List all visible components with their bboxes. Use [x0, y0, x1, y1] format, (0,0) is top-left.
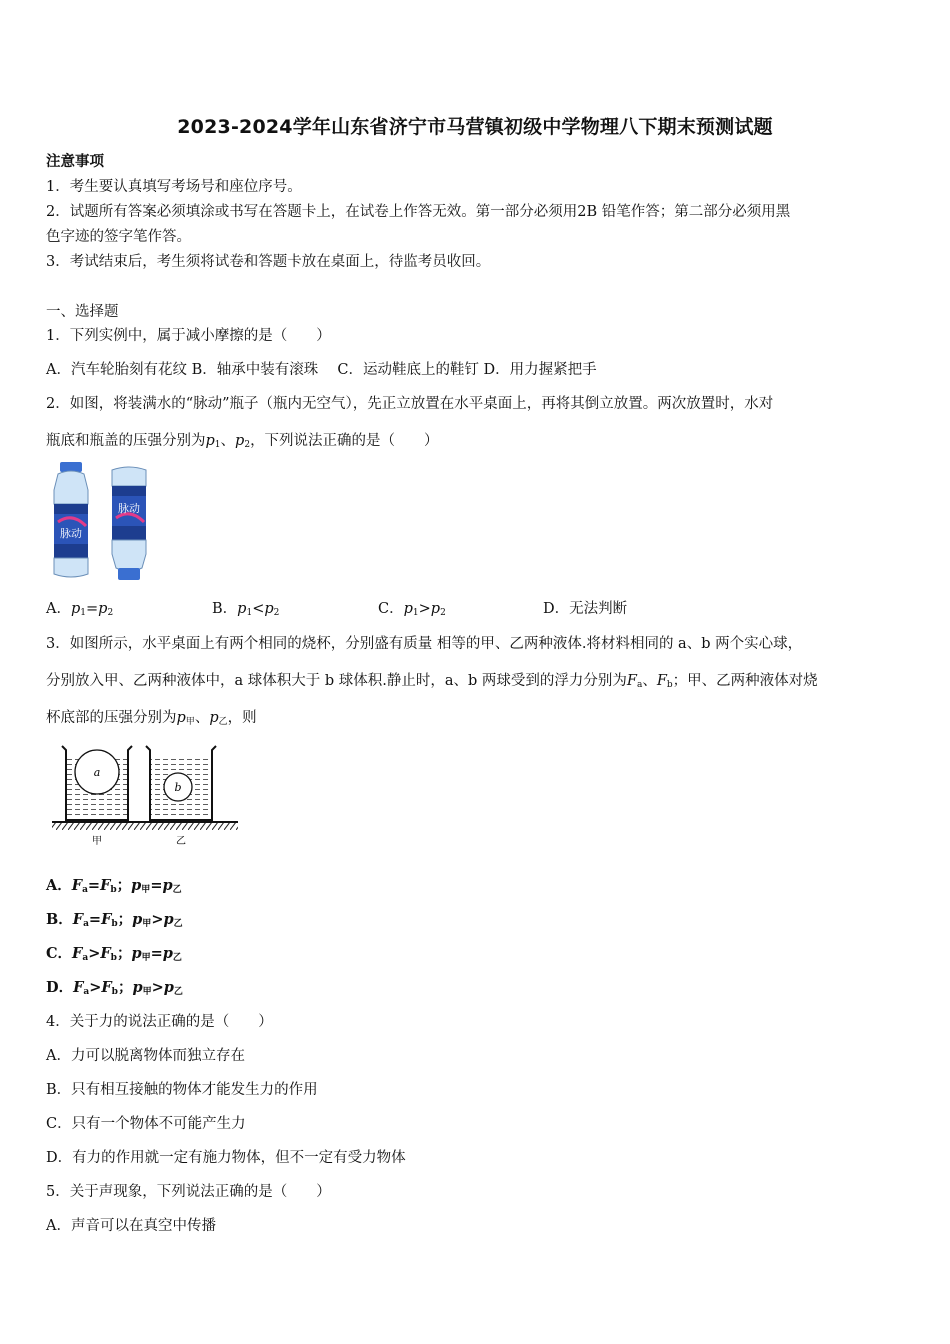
option-label: A． [46, 601, 71, 617]
section-heading: 一、选择题 [46, 304, 119, 320]
question-3-option-c [46, 945, 182, 967]
relation: > [88, 945, 101, 962]
var-p: p [163, 979, 174, 996]
question-2-option-a [46, 600, 113, 622]
question-4-option: D．有力的作用就一定有施力物体，但不一定有受力物体 [46, 1150, 406, 1166]
subscript: b [110, 885, 117, 895]
relation: > [151, 911, 164, 928]
var-p: p [264, 601, 274, 617]
var-f: F [626, 673, 637, 689]
subscript: 2 [244, 440, 251, 450]
separator: ； [116, 945, 132, 962]
subscript: a [82, 953, 89, 963]
question-1-options: A．汽车轮胎刻有花纹 B．轴承中装有滚珠 C．运动鞋底上的鞋钉 D．用力握紧把手 [46, 362, 597, 378]
question-2-option-c [378, 600, 446, 622]
var-f: F [73, 979, 84, 996]
stem-text: ；甲、乙两种液体对烧 [672, 673, 818, 689]
page-title: 2023-2024学年山东省济宁市马营镇初级中学物理八下期末预测试题 [177, 116, 773, 138]
table-hatch [52, 823, 238, 830]
beaker-jia [62, 746, 132, 820]
separator: 、 [194, 710, 210, 726]
var-p: p [403, 601, 413, 617]
ball-a-label: a [93, 766, 101, 779]
relation: > [89, 979, 102, 996]
bottle-label: 脉动 [60, 527, 82, 540]
option-label: B． [46, 911, 73, 928]
subscript: a [636, 680, 643, 690]
subscript: b [110, 953, 117, 963]
question-4-option: A．力可以脱离物体而独立存在 [46, 1048, 245, 1064]
subscript: b [111, 919, 118, 929]
question-5-option: A．声音可以在真空中传播 [46, 1218, 216, 1234]
relation: > [151, 979, 164, 996]
question-4-stem: 4．关于力的说法正确的是（ ） [46, 1014, 273, 1030]
beaker-yi [146, 746, 216, 820]
var-p: p [430, 601, 441, 617]
subscript: 1 [246, 608, 253, 618]
question-3-stem-line2 [46, 672, 818, 694]
option-label: C． [378, 601, 404, 617]
subscript: 乙 [173, 919, 183, 929]
var-f: F [101, 979, 112, 996]
var-p: p [209, 710, 219, 726]
subscript: 乙 [172, 953, 182, 963]
var-p: p [131, 945, 142, 962]
question-3-stem-line3 [46, 709, 257, 731]
question-2-option-b [212, 600, 279, 622]
relation: = [150, 945, 163, 962]
stem-text: ，下列说法正确的是（ ） [250, 433, 439, 449]
subscript: 乙 [173, 987, 183, 997]
stem-text: 瓶底和瓶盖的压强分别为 [46, 433, 206, 449]
question-2-stem: 2．如图，将装满水的“脉动”瓶子（瓶内无空气），先正立放置在水平桌面上，再将其倒立放置。两次放置时，水对 [46, 396, 774, 412]
subscript: 1 [412, 608, 419, 618]
relation: = [86, 601, 99, 617]
var-p: p [98, 601, 108, 617]
option-label: A． [46, 877, 72, 894]
subscript: 甲 [141, 953, 151, 963]
var-p: p [70, 601, 81, 617]
var-f: F [656, 673, 667, 689]
var-f: F [72, 911, 84, 928]
question-4-option: B．只有相互接触的物体才能发生力的作用 [46, 1082, 318, 1098]
subscript: 甲 [185, 717, 195, 727]
var-f: F [100, 877, 111, 894]
subscript: 甲 [142, 987, 152, 997]
relation: = [150, 877, 163, 894]
var-p: p [131, 877, 142, 894]
subscript: 2 [273, 608, 280, 618]
question-4-option: C．只有一个物体不可能产生力 [46, 1116, 246, 1132]
subscript: 甲 [142, 919, 152, 929]
option-label: C． [46, 945, 73, 962]
var-f: F [100, 945, 111, 962]
var-p: p [162, 877, 173, 894]
beakers-figure [50, 742, 240, 848]
notice-item: 2．试题所有答案必须填涂或书写在答题卡上，在试卷上作答无效。第一部分必须用2B 铅笔作答；第二部分必须用黑 [46, 204, 791, 220]
notice-item: 色字迹的签字笔作答。 [46, 229, 191, 245]
subscript: 乙 [172, 885, 182, 895]
subscript: a [83, 987, 90, 997]
stem-text: ，则 [227, 710, 257, 726]
beaker-label-jia: 甲 [92, 836, 102, 847]
subscript: a [82, 885, 88, 895]
question-1-stem: 1．下列实例中，属于减小摩擦的是（ ） [46, 328, 331, 344]
subscript: 甲 [141, 885, 151, 895]
notice-item: 1．考生要认真填写考场号和座位序号。 [46, 179, 302, 195]
relation: = [87, 877, 101, 894]
question-2-stem-line2 [46, 432, 439, 454]
question-3-stem: 3．如图所示，水平桌面上有两个相同的烧杯，分别盛有质量 相等的甲、乙两种液体.将材料相同的 a、b 两个实心球， [46, 636, 803, 652]
relation: < [252, 601, 265, 617]
stem-text: 分别放入甲、乙两种液体中，a 球体积大于 b 球体积.静止时，a、b 两球受到的浮力分别为 [46, 673, 627, 689]
question-3-option-d [46, 979, 183, 1001]
subscript: b [666, 680, 673, 690]
stem-text: 杯底部的压强分别为 [46, 710, 177, 726]
ball-b-label: b [174, 781, 182, 794]
var-f: F [101, 911, 112, 928]
var-p: p [132, 979, 143, 996]
subscript: 1 [214, 440, 221, 450]
separator: ； [117, 911, 133, 928]
subscript: 2 [107, 608, 114, 618]
relation: = [88, 911, 102, 928]
notice-item: 3．考试结束后，考生须将试卷和答题卡放在桌面上，待监考员收回。 [46, 254, 491, 270]
question-3-option-a [46, 877, 182, 899]
separator: 、 [220, 433, 236, 449]
separator: 、 [642, 673, 657, 689]
bottle-label: 脉动 [118, 502, 140, 515]
var-f: F [71, 877, 83, 894]
upright-bottle [54, 462, 88, 577]
relation: > [418, 601, 431, 617]
var-f: F [72, 945, 83, 962]
notice-heading: 注意事项 [46, 153, 104, 170]
separator: ； [117, 979, 133, 996]
question-5-stem: 5．关于声现象，下列说法正确的是（ ） [46, 1184, 331, 1200]
subscript: b [111, 987, 118, 997]
subscript: 2 [440, 608, 446, 618]
var-p: p [162, 945, 173, 962]
var-p: p [235, 433, 245, 449]
beaker-label-yi: 乙 [176, 836, 186, 847]
separator: ； [116, 877, 132, 894]
subscript: a [83, 919, 89, 929]
var-p: p [163, 911, 174, 928]
subscript: 1 [80, 608, 87, 618]
var-p: p [205, 433, 215, 449]
inverted-bottle [112, 467, 146, 580]
question-3-option-b [46, 911, 183, 933]
option-label: D． [46, 979, 74, 996]
subscript: 乙 [218, 717, 228, 727]
var-p: p [176, 710, 186, 726]
var-p: p [237, 601, 247, 617]
var-p: p [132, 911, 143, 928]
question-2-option-d: D．无法判断 [543, 601, 628, 617]
option-label: B． [212, 601, 238, 617]
bottles-figure [50, 462, 154, 582]
